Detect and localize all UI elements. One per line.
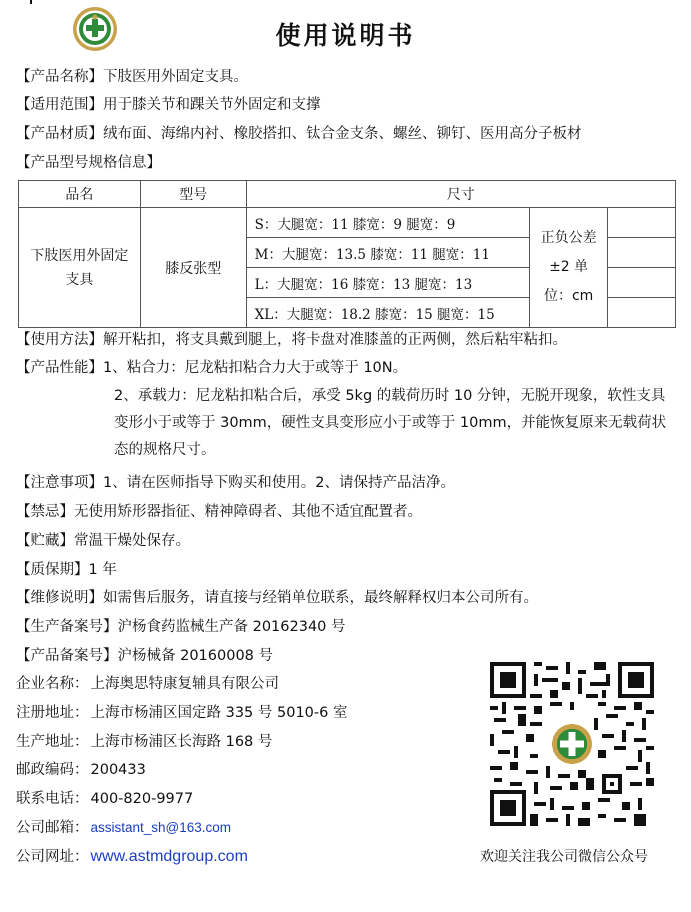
empty-cell (608, 298, 676, 328)
size-xl: XL：大腿宽：18.2 膝宽：15 腿宽：15 (246, 298, 530, 328)
phone-label: 联系电话： (16, 791, 89, 807)
qr-caption: 欢迎关注我公司微信公众号 (480, 849, 648, 865)
notes-row (16, 470, 681, 496)
table-row (19, 208, 676, 238)
spec-table (18, 180, 676, 328)
performance-row (16, 355, 681, 381)
size-s: S：大腿宽：11 膝宽：9 腿宽：9 (246, 208, 530, 238)
wechat-qr-code (490, 662, 654, 826)
product-name-row (16, 64, 681, 90)
notes-value: 1、请在医师指导下购买和使用。2、请保持产品洁净。 (103, 475, 455, 491)
service-value: 如需售后服务，请直接与经销单位联系，最终解释权归本公司所有。 (103, 590, 538, 606)
usage-row (16, 327, 681, 353)
usage-value: 解开粘扣，将支具戴到腿上，将卡盘对准膝盖的正两侧，然后粘牢粘扣。 (103, 332, 567, 348)
zip-row (16, 757, 146, 783)
warranty-value: 1 年 (88, 562, 117, 578)
size-l: L：大腿宽：16 膝宽：13 腿宽：13 (246, 268, 530, 298)
spec-header-row (16, 150, 681, 176)
production-record-row (16, 614, 681, 640)
company-name-row (16, 671, 279, 697)
product-record-label: 【产品备案号】 (16, 648, 118, 664)
empty-cell (608, 238, 676, 268)
company-name-value: 上海奥思特康复辅具有限公司 (90, 676, 279, 692)
contraindication-row (16, 499, 681, 525)
email-link[interactable]: assistant_sh@163.com (90, 820, 232, 835)
tolerance-cell: 正负公差±2 单位：cm (530, 208, 608, 328)
warranty-label: 【质保期】 (16, 562, 89, 578)
usage-label: 【使用方法】 (16, 332, 103, 348)
contraindication-label: 【禁忌】 (16, 504, 74, 520)
warranty-row (16, 557, 681, 583)
phone-row (16, 786, 193, 812)
performance-label: 【产品性能】 (16, 360, 103, 376)
contraindication-value: 无使用矫形器指征、精神障碍者、其他不适宜配置者。 (74, 504, 422, 520)
zip-value: 200433 (90, 762, 146, 778)
notes-label: 【注意事项】 (16, 475, 103, 491)
production-record-label: 【生产备案号】 (16, 619, 118, 635)
scope-value: 用于膝关节和踝关节外固定和支撑 (103, 97, 321, 113)
reg-address-value: 上海市杨浦区国定路 335 号 5010-6 室 (90, 705, 348, 721)
empty-cell (608, 268, 676, 298)
website-row (16, 844, 248, 870)
email-label: 公司邮箱： (16, 820, 89, 836)
performance-item-1: 1、粘合力：尼龙粘扣粘合力大于或等于 10N。 (103, 360, 408, 376)
product-cell: 下肢医用外固定支具 (19, 208, 141, 328)
material-label: 【产品材质】 (16, 126, 103, 142)
header-size: 尺寸 (246, 181, 675, 208)
material-row (16, 121, 681, 147)
model-cell: 膝反张型 (140, 208, 246, 328)
website-link[interactable]: www.astmdgroup.com (90, 848, 248, 865)
product-name-label: 【产品名称】 (16, 69, 103, 85)
reg-address-label: 注册地址： (16, 705, 89, 721)
prod-address-label: 生产地址： (16, 734, 89, 750)
corner-mark (30, 0, 32, 4)
performance-item-2: 2、承载力：尼龙粘扣粘合后，承受 5kg 的载荷历时 10 分钟，无脱开现象，软性支具变形小于或等于 30mm，硬性支具变形应小于或等于 10mm，并能恢复原来无载荷状态的规格尺寸。 (114, 388, 667, 458)
product-record-value: 沪杨械备 20160008 号 (117, 648, 274, 664)
company-name-label: 企业名称： (16, 676, 89, 692)
header-model: 型号 (140, 181, 246, 208)
spec-table-header (19, 181, 676, 208)
product-name-value: 下肢医用外固定支具。 (103, 69, 248, 85)
service-row (16, 585, 681, 611)
phone-value: 400-820-9977 (90, 791, 194, 807)
header-product: 品名 (19, 181, 141, 208)
storage-value: 常温干燥处保存。 (74, 533, 190, 549)
document-title: 使用说明书 (275, 21, 416, 50)
prod-address-value: 上海市杨浦区长海路 168 号 (90, 734, 273, 750)
zip-label: 邮政编码： (16, 762, 89, 778)
website-label: 公司网址： (16, 849, 89, 865)
spec-header-label: 【产品型号规格信息】 (16, 155, 161, 171)
scope-label: 【适用范围】 (16, 97, 103, 113)
prod-address-row (16, 729, 272, 755)
size-m: M：大腿宽：13.5 膝宽：11 腿宽：11 (246, 238, 530, 268)
service-label: 【维修说明】 (16, 590, 103, 606)
storage-label: 【贮藏】 (16, 533, 74, 549)
production-record-value: 沪杨食药监械生产备 20162340 号 (117, 619, 346, 635)
reg-address-row (16, 700, 347, 726)
empty-cell (608, 208, 676, 238)
material-value: 绒布面、海绵内衬、橡胶搭扣、钛合金支条、螺丝、铆钉、医用高分子板材 (103, 126, 582, 142)
scope-row (16, 92, 681, 118)
storage-row (16, 528, 681, 554)
email-row (16, 815, 231, 841)
